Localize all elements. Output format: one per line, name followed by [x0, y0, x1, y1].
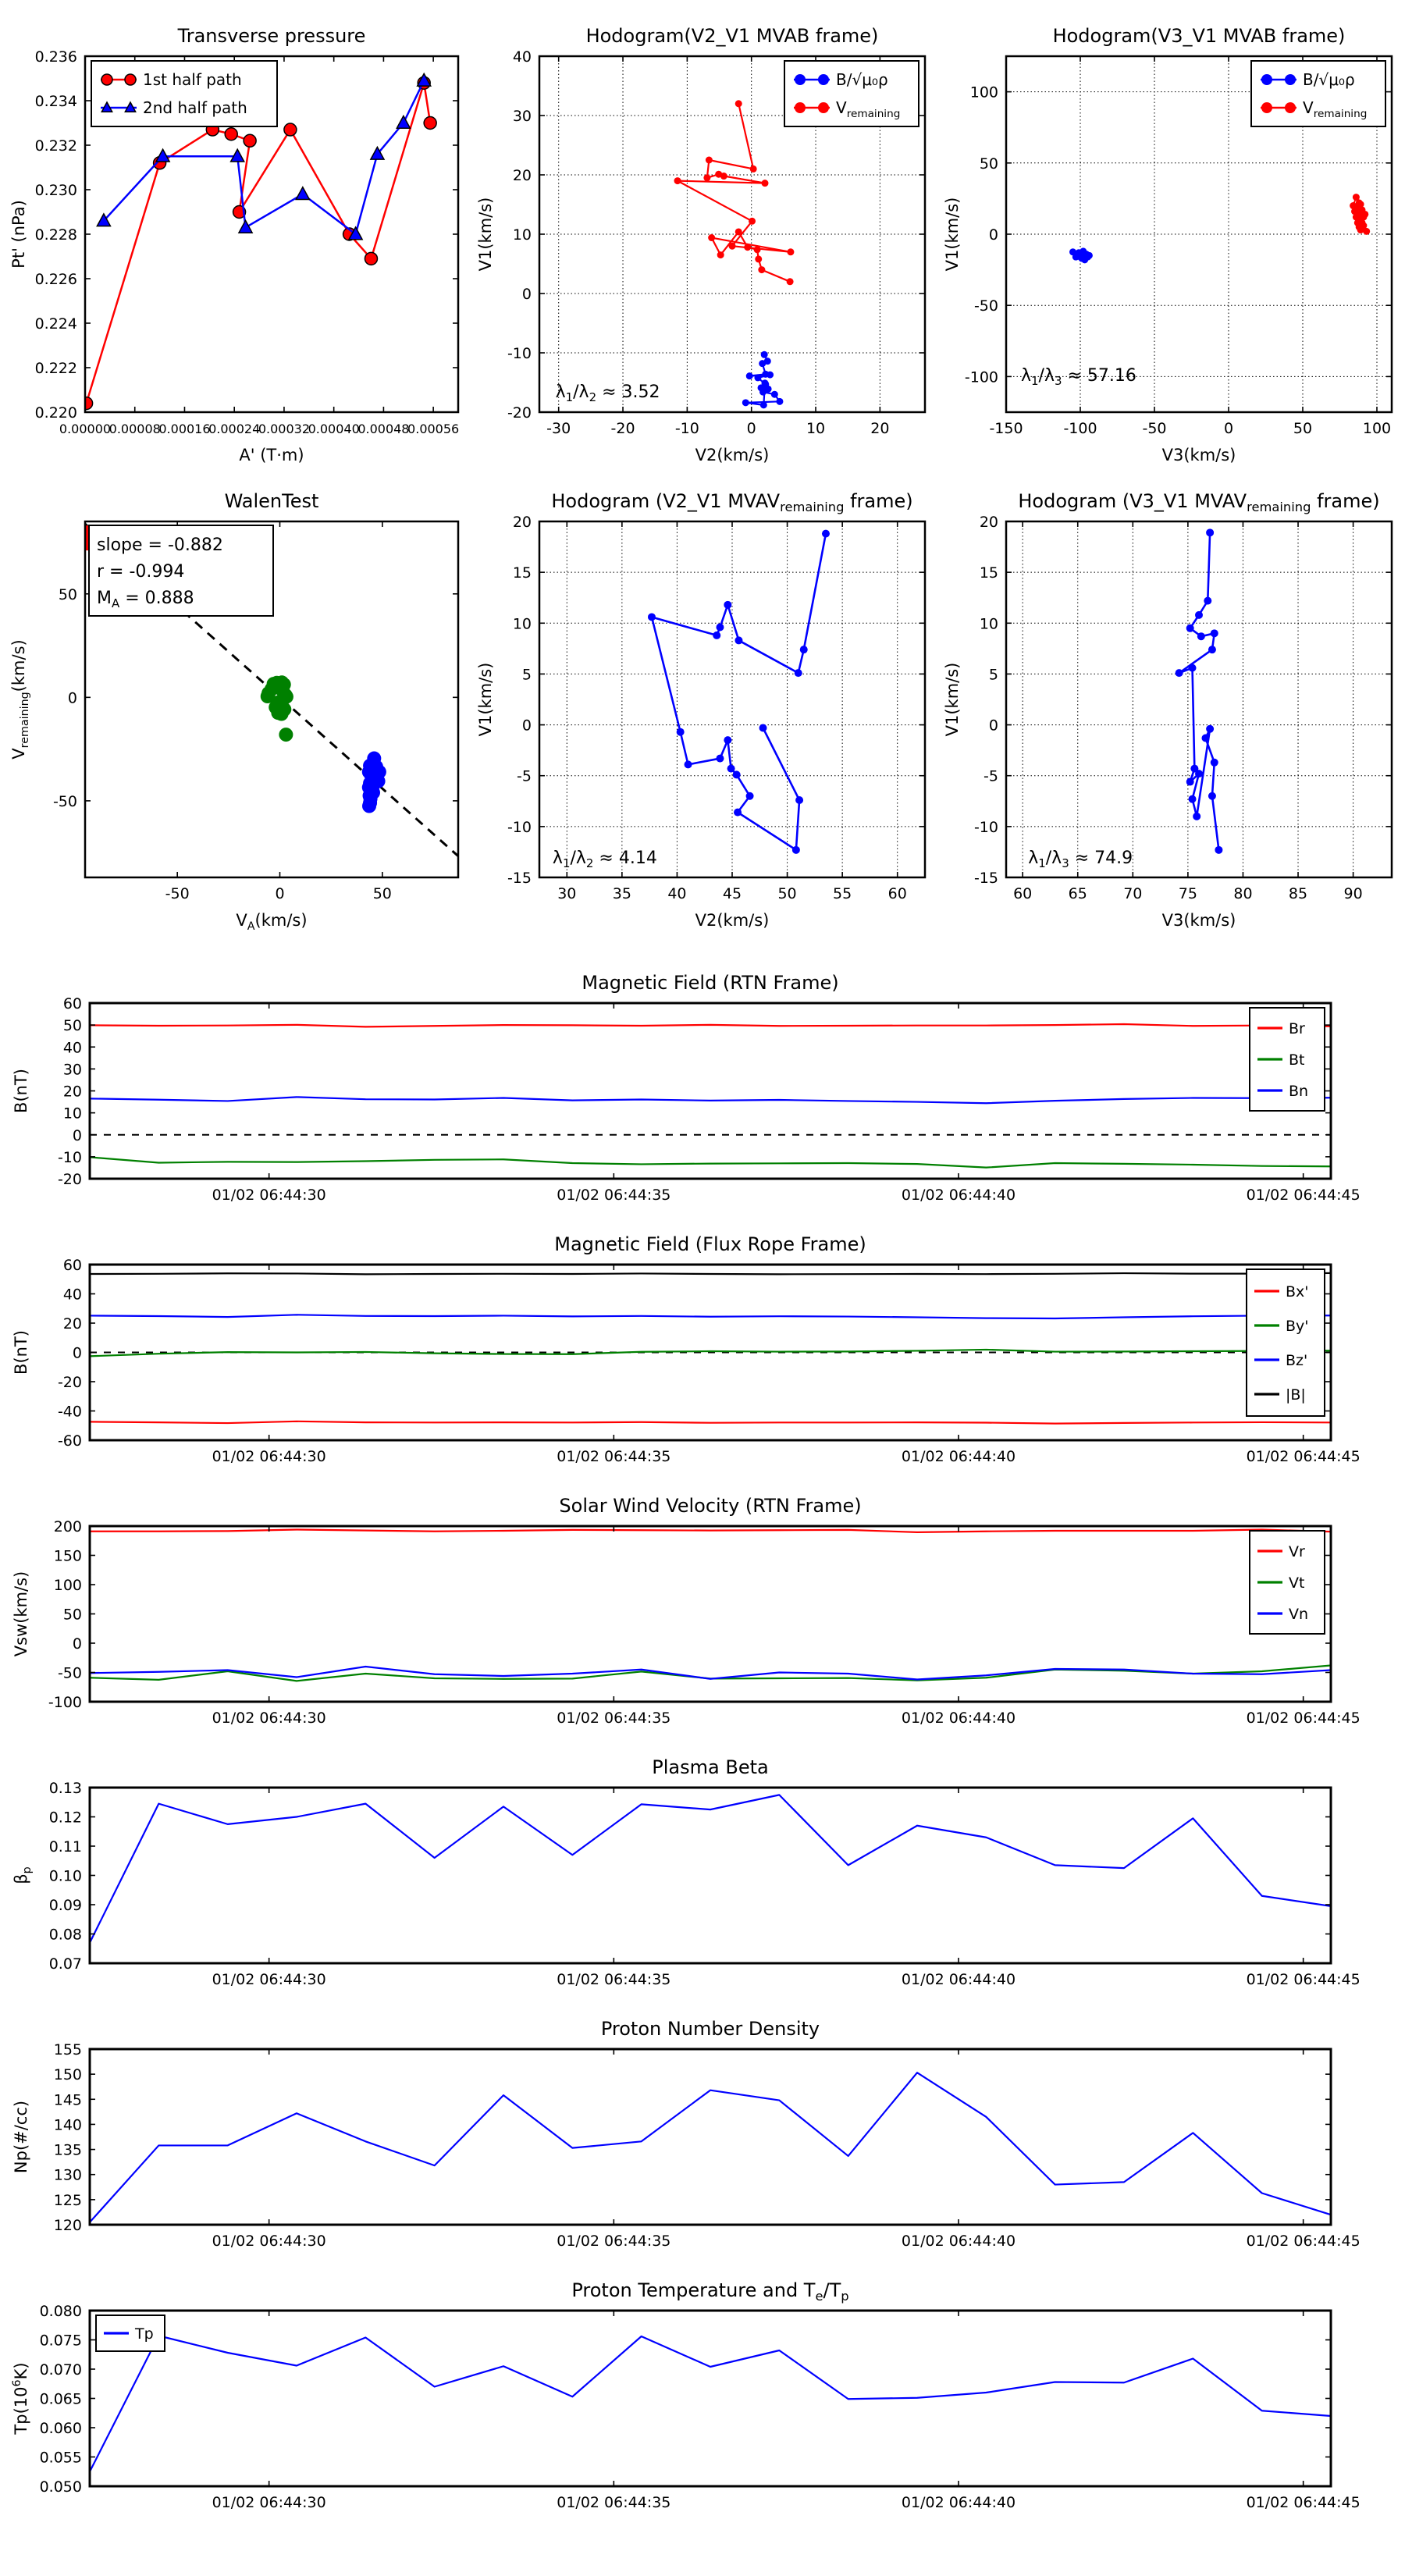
svg-text:Vr: Vr — [1289, 1543, 1305, 1560]
svg-text:01/02 06:44:30: 01/02 06:44:30 — [212, 1187, 326, 1204]
svg-text:01/02 06:44:45: 01/02 06:44:45 — [1246, 1187, 1361, 1204]
y-tick-labels — [965, 84, 998, 386]
svg-text:01/02 06:44:40: 01/02 06:44:40 — [901, 1971, 1016, 1988]
svg-text:90: 90 — [1343, 885, 1363, 902]
svg-text:-20: -20 — [57, 1171, 82, 1188]
hodogram-v2v1-mvab-chart — [471, 9, 936, 471]
grid — [539, 521, 925, 877]
solar-wind-velocity-chart — [0, 1493, 1405, 1755]
svg-text:-20: -20 — [610, 420, 635, 437]
y-tick-labels — [58, 1257, 82, 1450]
svg-text:01/02 06:44:45: 01/02 06:44:45 — [1246, 1448, 1361, 1465]
y-tick-labels — [54, 2041, 82, 2234]
svg-text:-60: -60 — [57, 1432, 82, 1450]
series-beta_p — [90, 1795, 1331, 1942]
legend — [1247, 1269, 1325, 1416]
svg-text:100: 100 — [53, 1577, 82, 1594]
hodogram-v2v1-mvav-chart — [471, 475, 936, 937]
svg-text:0: 0 — [988, 226, 998, 244]
svg-text:B/√μ₀ρ: B/√μ₀ρ — [1303, 70, 1355, 89]
svg-text:35: 35 — [612, 885, 631, 902]
svg-text:30: 30 — [557, 885, 577, 902]
chart-title: Hodogram(V2_V1 MVAB frame) — [585, 25, 879, 47]
svg-text:0.10: 0.10 — [48, 1867, 82, 1885]
svg-text:50: 50 — [58, 585, 77, 603]
svg-text:0.230: 0.230 — [34, 182, 77, 199]
svg-text:40: 40 — [667, 885, 687, 902]
svg-text:Bz': Bz' — [1286, 1352, 1308, 1369]
svg-text:-20: -20 — [507, 404, 532, 422]
grid — [1006, 521, 1392, 877]
svg-text:40: 40 — [512, 48, 532, 66]
svg-text:0.075: 0.075 — [39, 2332, 82, 2350]
series-V_remaining — [678, 104, 791, 282]
proton-temperature-canvas — [0, 2278, 1405, 2539]
series-Np — [90, 2073, 1331, 2222]
svg-text:50: 50 — [1293, 420, 1313, 437]
solar-wind-velocity-canvas — [0, 1493, 1405, 1755]
series-layer — [90, 1530, 1331, 1681]
markers-V_remaining — [674, 100, 795, 285]
svg-text:2nd half path: 2nd half path — [143, 98, 247, 117]
x-tick-labels — [557, 885, 907, 902]
svg-text:45: 45 — [722, 885, 742, 902]
svg-text:0.232: 0.232 — [34, 137, 77, 155]
chart-title: Hodogram (V2_V1 $MVAV_{remaining}$ frame) — [551, 490, 913, 514]
svg-text:10: 10 — [512, 226, 532, 244]
y-axis-label: Vsw(km/s) — [12, 1571, 30, 1657]
svg-text:-10: -10 — [507, 818, 532, 836]
svg-text:0.08: 0.08 — [48, 1926, 82, 1944]
svg-text:20: 20 — [512, 514, 532, 531]
svg-text:70: 70 — [1123, 885, 1143, 902]
chart-title: Hodogram(V3_V1 MVAB frame) — [1052, 25, 1346, 47]
svg-text:-100: -100 — [48, 1694, 82, 1711]
svg-text:0.228: 0.228 — [34, 226, 77, 244]
svg-text:0.060: 0.060 — [39, 2420, 82, 2437]
svg-text:01/02 06:44:30: 01/02 06:44:30 — [212, 2494, 326, 2511]
svg-text:30: 30 — [512, 108, 532, 125]
chart-title: WalenTest — [224, 490, 319, 512]
svg-text:0: 0 — [746, 420, 756, 437]
hodogram-v3v1-mvab-canvas — [937, 9, 1403, 471]
svg-text:-15: -15 — [507, 870, 532, 887]
y-axis-label: B(nT) — [12, 1069, 30, 1113]
x-axis-label: V3(km/s) — [1161, 911, 1236, 930]
transverse-pressure-canvas — [4, 9, 469, 471]
svg-text:0: 0 — [72, 1126, 82, 1144]
svg-text:01/02 06:44:35: 01/02 06:44:35 — [557, 1448, 671, 1465]
markers-first-half — [261, 675, 293, 742]
hodogram-v3v1-mvab-chart — [937, 9, 1403, 471]
x-axis-label: A' (T·m) — [239, 446, 304, 464]
svg-text:Vremaining: $V_{remaining}$ — [836, 98, 901, 120]
svg-text:-5: -5 — [984, 767, 998, 785]
svg-text:75: 75 — [1178, 885, 1197, 902]
svg-text:0.224: 0.224 — [34, 315, 77, 333]
svg-text:0: 0 — [1223, 420, 1234, 437]
svg-text:150: 150 — [53, 2066, 82, 2084]
svg-text:01/02 06:44:35: 01/02 06:44:35 — [557, 1710, 671, 1727]
svg-text:0.055: 0.055 — [39, 2449, 82, 2467]
svg-text:125: 125 — [53, 2191, 82, 2209]
svg-text:150: 150 — [53, 1547, 82, 1565]
series-layer — [674, 100, 795, 408]
svg-text:B/√μ₀ρ: B/√μ₀ρ — [836, 70, 888, 89]
x-tick-labels — [212, 1448, 1361, 1465]
series-layer — [90, 2336, 1331, 2471]
svg-text:10: 10 — [979, 615, 998, 633]
svg-text:0.00056: 0.00056 — [407, 422, 460, 436]
axes-frame — [90, 2311, 1331, 2486]
markers-V_remaining — [1350, 194, 1370, 235]
svg-text:5: 5 — [988, 666, 998, 684]
series-layer — [1069, 194, 1370, 263]
svg-text:01/02 06:44:35: 01/02 06:44:35 — [557, 1187, 671, 1204]
y-axis-label: $\beta_p$ — [12, 1866, 34, 1884]
axes-frame — [90, 2049, 1331, 2225]
svg-text:-100: -100 — [1063, 420, 1097, 437]
svg-text:0.226: 0.226 — [34, 271, 77, 288]
hodogram-v3v1-mvav-canvas — [937, 475, 1403, 937]
svg-text:01/02 06:44:40: 01/02 06:44:40 — [901, 2233, 1016, 2250]
svg-text:40: 40 — [62, 1039, 82, 1057]
svg-text:-5: -5 — [517, 767, 532, 785]
series-layer — [1176, 528, 1223, 853]
svg-text:0.13: 0.13 — [48, 1780, 82, 1797]
x-axis-label: V2(km/s) — [695, 911, 770, 930]
series-V path — [1179, 532, 1219, 849]
svg-text:0.11: 0.11 — [48, 1838, 82, 1856]
svg-text:01/02 06:44:45: 01/02 06:44:45 — [1246, 2494, 1361, 2511]
ticks — [90, 1788, 1331, 1963]
svg-text:20: 20 — [62, 1083, 82, 1101]
svg-text:50: 50 — [62, 1606, 82, 1624]
svg-text:-50: -50 — [52, 792, 77, 810]
series-Tp — [90, 2336, 1331, 2471]
svg-text:0: 0 — [72, 1635, 82, 1653]
svg-text:-150: -150 — [989, 420, 1023, 437]
markers-V path — [648, 530, 830, 854]
svg-text:65: 65 — [1068, 885, 1087, 902]
legend — [1251, 61, 1385, 126]
svg-text:30: 30 — [62, 1061, 82, 1079]
svg-text:0: 0 — [72, 1344, 82, 1362]
svg-text:0.050: 0.050 — [39, 2478, 82, 2496]
svg-text:01/02 06:44:40: 01/02 06:44:40 — [901, 1710, 1016, 1727]
svg-text:15: 15 — [979, 564, 998, 582]
x-axis-label: V2(km/s) — [695, 446, 770, 464]
lambda-annotation: $\lambda_1/\lambda_2 \approx 4.14$ — [552, 848, 657, 870]
svg-text:01/02 06:44:40: 01/02 06:44:40 — [901, 1448, 1016, 1465]
hodogram-v2v1-mvab-canvas — [471, 9, 936, 471]
svg-text:0.00024: 0.00024 — [208, 422, 261, 436]
svg-text:10: 10 — [512, 615, 532, 633]
svg-text:Tp: Tp — [135, 2325, 154, 2343]
svg-text:-20: -20 — [57, 1374, 82, 1391]
svg-text:130: 130 — [53, 2166, 82, 2184]
chart-title: Plasma Beta — [652, 1756, 769, 1778]
svg-text:0.00008: 0.00008 — [108, 422, 161, 436]
walen-test-chart — [4, 475, 469, 937]
legend — [96, 2315, 165, 2351]
y-tick-labels — [58, 995, 82, 1188]
y-tick-labels — [48, 1518, 82, 1711]
svg-text:Bt: Bt — [1289, 1051, 1305, 1069]
y-axis-label: Np(#/cc) — [12, 2100, 30, 2174]
series-Bt — [90, 1157, 1331, 1167]
y-axis-label: B(nT) — [12, 1330, 30, 1375]
svg-text:60: 60 — [62, 995, 82, 1012]
svg-text:-10: -10 — [507, 345, 532, 362]
y-tick-labels — [974, 514, 998, 887]
magnetic-field-rtn-chart — [0, 970, 1405, 1232]
svg-text:01/02 06:44:45: 01/02 06:44:45 — [1246, 1971, 1361, 1988]
y-tick-labels — [49, 1780, 82, 1973]
svg-text:135: 135 — [53, 2141, 82, 2159]
x-axis-label: $V_A(km/s)$ — [236, 911, 308, 933]
svg-text:01/02 06:44:30: 01/02 06:44:30 — [212, 1710, 326, 1727]
series-layer — [90, 2073, 1331, 2222]
svg-text:60: 60 — [62, 1257, 82, 1274]
series-layer — [648, 530, 830, 854]
svg-text:01/02 06:44:40: 01/02 06:44:40 — [901, 2494, 1016, 2511]
series-layer — [90, 1273, 1331, 1424]
svg-text:0.09: 0.09 — [48, 1897, 82, 1914]
markers-B/sqrt(mu0 rho) — [742, 351, 784, 409]
svg-text:1st half path: 1st half path — [143, 70, 242, 89]
y-tick-labels — [507, 48, 532, 422]
svg-text:0.12: 0.12 — [48, 1809, 82, 1827]
ticks — [90, 2311, 1331, 2486]
svg-text:-10: -10 — [674, 420, 699, 437]
svg-text:20: 20 — [979, 514, 998, 531]
y-tick-labels — [507, 514, 532, 887]
proton-density-chart — [0, 2016, 1405, 2278]
svg-text:0.00048: 0.00048 — [357, 422, 410, 436]
svg-text:0.00016: 0.00016 — [158, 422, 211, 436]
svg-text:-50: -50 — [57, 1664, 82, 1682]
svg-text:20: 20 — [512, 167, 532, 184]
stats-line: $M_A = 0.888$ — [97, 589, 194, 610]
chart-title: Magnetic Field (Flux Rope Frame) — [554, 1233, 866, 1255]
x-tick-labels — [165, 885, 392, 902]
svg-text:Bn: Bn — [1289, 1083, 1309, 1100]
svg-text:01/02 06:44:40: 01/02 06:44:40 — [901, 1187, 1016, 1204]
axes-frame — [90, 1788, 1331, 1963]
magnetic-field-flux-rope-chart — [0, 1232, 1405, 1493]
chart-title: Hodogram (V3_V1 $MVAV_{remaining}$ frame) — [1018, 490, 1380, 514]
svg-text:80: 80 — [1233, 885, 1253, 902]
stats-line: slope = -0.882 — [97, 535, 223, 555]
svg-text:01/02 06:44:30: 01/02 06:44:30 — [212, 2233, 326, 2250]
hodogram-v2v1-mvav-canvas — [471, 475, 936, 937]
svg-text:|B|: |B| — [1286, 1386, 1306, 1404]
proton-number-density-canvas — [0, 2016, 1405, 2278]
svg-text:-50: -50 — [165, 885, 190, 902]
svg-text:50: 50 — [62, 1017, 82, 1035]
x-tick-labels — [212, 2494, 1361, 2511]
x-tick-labels — [1013, 885, 1363, 902]
svg-text:By': By' — [1286, 1318, 1309, 1335]
y-axis-label: V1(km/s) — [476, 662, 495, 737]
ticks — [1006, 521, 1392, 877]
series-layer — [90, 1795, 1331, 1942]
svg-text:Vremaining: $V_{remaining}$ — [1303, 98, 1368, 120]
chart-title: Transverse pressure — [177, 25, 366, 47]
svg-text:0.00040: 0.00040 — [308, 422, 360, 436]
svg-text:10: 10 — [62, 1105, 82, 1123]
svg-text:10: 10 — [806, 420, 826, 437]
legend — [1250, 1008, 1325, 1111]
y-tick-labels — [40, 2303, 82, 2496]
series-|B| — [90, 1273, 1331, 1275]
svg-text:0: 0 — [67, 689, 77, 707]
svg-text:50: 50 — [979, 155, 998, 173]
svg-text:55: 55 — [833, 885, 852, 902]
svg-text:50: 50 — [777, 885, 797, 902]
x-tick-labels — [212, 1971, 1361, 1988]
svg-text:40: 40 — [62, 1286, 82, 1304]
series-Vr — [90, 1530, 1331, 1532]
series-1st half path — [87, 83, 431, 403]
axes-frame — [90, 1003, 1331, 1179]
svg-text:140: 140 — [53, 2116, 82, 2134]
svg-text:01/02 06:44:45: 01/02 06:44:45 — [1246, 1710, 1361, 1727]
svg-text:0: 0 — [521, 717, 532, 735]
svg-text:-100: -100 — [964, 368, 998, 386]
svg-text:15: 15 — [512, 564, 532, 582]
svg-text:01/02 06:44:30: 01/02 06:44:30 — [212, 1971, 326, 1988]
svg-text:-30: -30 — [546, 420, 571, 437]
y-tick-labels — [35, 48, 77, 422]
lambda-annotation: $\lambda_1/\lambda_2 \approx 3.52$ — [555, 382, 660, 404]
svg-text:20: 20 — [870, 420, 890, 437]
svg-text:0.220: 0.220 — [34, 404, 77, 422]
svg-text:01/02 06:44:35: 01/02 06:44:35 — [557, 2494, 671, 2511]
svg-text:0.234: 0.234 — [34, 93, 77, 110]
series-Bz' — [90, 1315, 1331, 1318]
lambda-annotation: $\lambda_1/\lambda_3 \approx 74.9$ — [1028, 848, 1133, 870]
svg-text:200: 200 — [53, 1518, 82, 1535]
magnetic-field-flux-rope-canvas — [0, 1232, 1405, 1493]
y-tick-labels — [53, 586, 77, 810]
svg-text:50: 50 — [372, 885, 392, 902]
svg-text:0.00032: 0.00032 — [258, 422, 311, 436]
svg-text:60: 60 — [1013, 885, 1033, 902]
svg-text:120: 120 — [53, 2217, 82, 2234]
svg-text:0.080: 0.080 — [39, 2303, 82, 2320]
markers-B/sqrt(mu0 rho) — [1069, 247, 1093, 263]
series-Bn — [90, 1097, 1331, 1103]
y-axis-label: $Tp(10^6K)$ — [11, 2362, 30, 2435]
chart-title: Proton Temperature and $T_e/T_p$ — [571, 2279, 849, 2304]
svg-text:145: 145 — [53, 2091, 82, 2109]
svg-text:0.236: 0.236 — [34, 48, 77, 66]
svg-text:5: 5 — [521, 666, 532, 684]
svg-text:60: 60 — [887, 885, 907, 902]
legend — [784, 61, 919, 126]
walen-test-canvas — [4, 475, 469, 937]
magnetic-field-rtn-canvas — [0, 970, 1405, 1232]
svg-text:-15: -15 — [973, 870, 998, 887]
svg-text:-50: -50 — [1142, 420, 1167, 437]
svg-text:85: 85 — [1288, 885, 1308, 902]
svg-text:0: 0 — [521, 286, 532, 303]
plasma-beta-chart — [0, 1755, 1405, 2016]
x-tick-labels — [989, 420, 1391, 437]
x-tick-labels — [59, 422, 459, 436]
svg-text:155: 155 — [53, 2041, 82, 2058]
chart-title: Proton Number Density — [600, 2018, 820, 2040]
svg-text:Vt: Vt — [1289, 1574, 1305, 1592]
svg-text:20: 20 — [62, 1315, 82, 1332]
svg-text:Br: Br — [1289, 1020, 1305, 1037]
svg-text:01/02 06:44:35: 01/02 06:44:35 — [557, 1971, 671, 1988]
series-Br — [90, 1024, 1331, 1026]
svg-text:0.065: 0.065 — [39, 2390, 82, 2408]
x-tick-labels — [212, 2233, 1361, 2250]
svg-text:0: 0 — [275, 885, 285, 902]
x-axis-label: V3(km/s) — [1161, 446, 1236, 464]
svg-text:01/02 06:44:35: 01/02 06:44:35 — [557, 2233, 671, 2250]
svg-text:0.222: 0.222 — [34, 360, 77, 377]
x-tick-labels — [212, 1710, 1361, 1727]
axes-frame — [1006, 521, 1392, 877]
svg-text:Vn: Vn — [1289, 1606, 1309, 1623]
x-tick-labels — [212, 1187, 1361, 1204]
legend — [91, 61, 277, 126]
ticks — [90, 2049, 1331, 2225]
y-axis-label: Pt' (nPa) — [9, 200, 28, 269]
svg-text:-10: -10 — [57, 1148, 82, 1166]
svg-text:-10: -10 — [973, 818, 998, 836]
series-layer — [90, 1024, 1331, 1168]
series-Bx' — [90, 1421, 1331, 1424]
y-axis-label: $V_{remaining}(km/s)$ — [9, 639, 31, 760]
hodogram-v3v1-mvav-chart — [937, 475, 1403, 937]
chart-title: Magnetic Field (RTN Frame) — [582, 972, 839, 994]
y-axis-label: V1(km/s) — [943, 662, 962, 737]
legend — [1250, 1531, 1325, 1634]
svg-text:100: 100 — [1362, 420, 1392, 437]
svg-text:0.070: 0.070 — [39, 2361, 82, 2379]
plasma-beta-canvas — [0, 1755, 1405, 2016]
proton-temperature-chart — [0, 2278, 1405, 2539]
chart-title: Solar Wind Velocity (RTN Frame) — [559, 1495, 862, 1517]
svg-text:0.00000: 0.00000 — [59, 422, 112, 436]
y-axis-label: V1(km/s) — [943, 197, 962, 272]
svg-text:0: 0 — [988, 717, 998, 735]
svg-text:100: 100 — [969, 84, 998, 101]
y-axis-label: V1(km/s) — [476, 197, 495, 272]
svg-text:Bx': Bx' — [1286, 1283, 1309, 1300]
svg-text:-40: -40 — [57, 1403, 82, 1421]
svg-text:01/02 06:44:30: 01/02 06:44:30 — [212, 1448, 326, 1465]
lambda-annotation: $\lambda_1/\lambda_3 \approx 57.16$ — [1021, 365, 1136, 388]
x-tick-labels — [546, 420, 889, 437]
ticks — [90, 1003, 1331, 1179]
transverse-pressure-chart — [4, 9, 469, 471]
stats-line: r = -0.994 — [97, 562, 185, 582]
svg-text:-50: -50 — [973, 297, 998, 315]
svg-text:0.07: 0.07 — [48, 1955, 82, 1973]
markers-second-half — [362, 752, 386, 813]
svg-text:01/02 06:44:45: 01/02 06:44:45 — [1246, 2233, 1361, 2250]
